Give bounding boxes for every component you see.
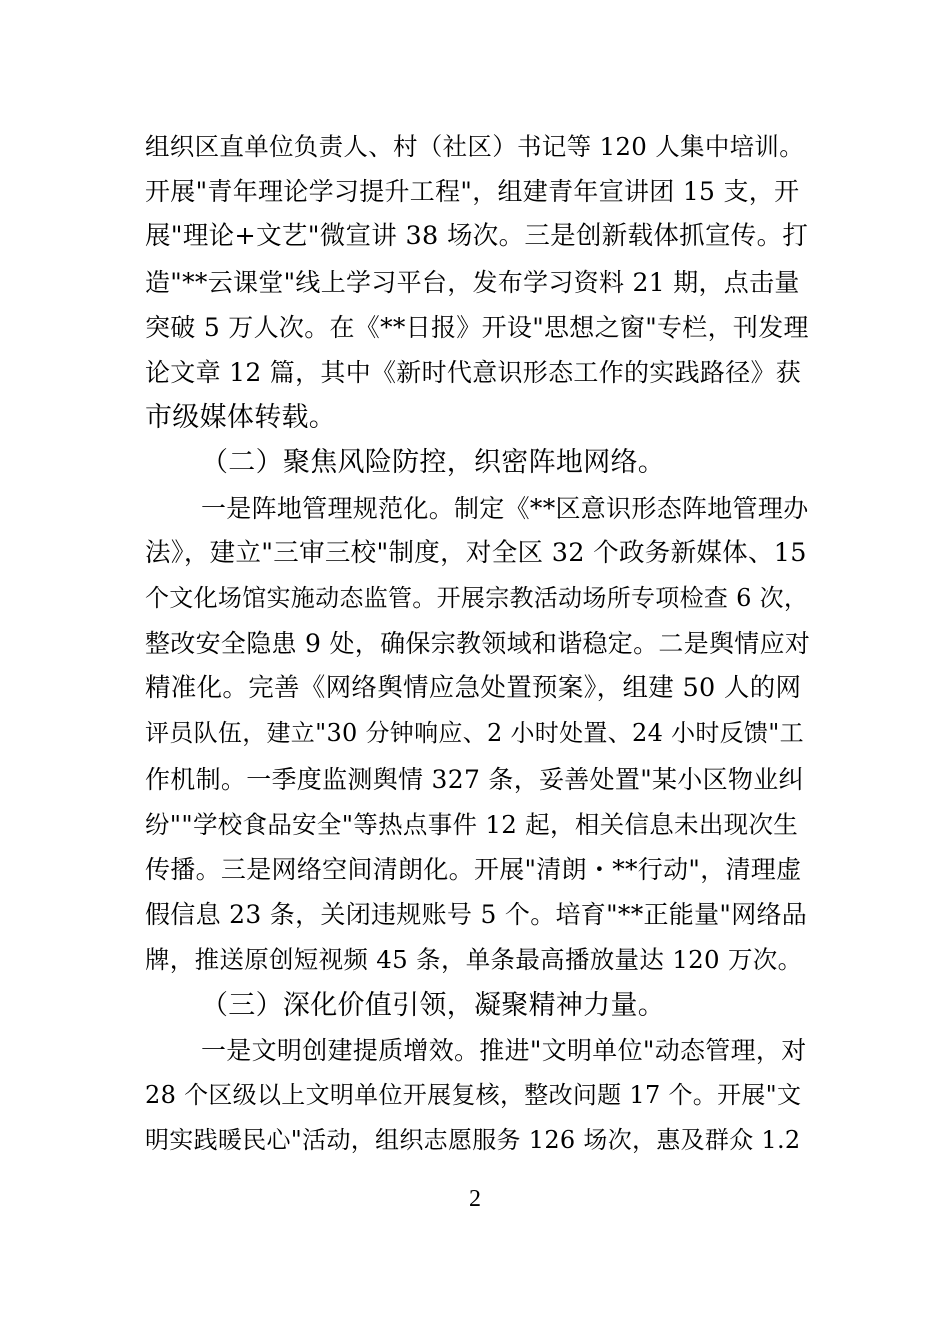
- text-line: 牌，推送原创短视频 45 条，单条最高播放量达 120 万次。: [145, 945, 803, 975]
- text-line: 开展"青年理论学习提升工程"，组建青年宣讲团 15 支，开: [145, 177, 800, 207]
- text-line: 造"**云课堂"线上学习平台，发布学习资料 21 期，点击量: [145, 267, 800, 297]
- text-line: 评员队伍，建立"30 分钟响应、2 小时处置、24 小时反馈"工: [145, 719, 804, 748]
- text-line: 作机制。一季度监测舆情 327 条，妥善处置"某小区物业纠: [145, 764, 804, 794]
- text-line: 传播。三是网络空间清朗化。开展"清朗・**行动"，清理虚: [145, 855, 802, 884]
- text-line: 组织区直单位负责人、村（社区）书记等 120 人集中培训。: [145, 132, 805, 161]
- section-heading: （二）聚焦风险防控，织密阵地网络。: [201, 447, 666, 479]
- text-line: 精准化。完善《网络舆情应急处置预案》，组建 50 人的网: [145, 673, 802, 704]
- body-text: [145, 124, 810, 1163]
- section-heading: （三）深化价值引领，凝聚精神力量。: [201, 989, 666, 1021]
- text-line: 论文章 12 篇，其中《新时代意识形态工作的实践路径》获: [145, 357, 802, 387]
- text-line: 纷""学校食品安全"等热点事件 12 起，相关信息未出现次生: [145, 809, 799, 839]
- text-line: 28 个区级以上文明单位开展复核，整改问题 17 个。开展"文: [145, 1080, 802, 1109]
- paragraph-start: 一是阵地管理规范化。制定《**区意识形态阵地管理办: [201, 493, 809, 523]
- text-line: 个文化场馆实施动态监管。开展宗教活动场所专项检查 6 次，: [145, 583, 809, 612]
- page-number: 2: [469, 1186, 481, 1212]
- text-line: 市级媒体转载。: [145, 402, 337, 434]
- text-line: 突破 5 万人次。在《**日报》开设"思想之窗"专栏，刊发理: [145, 312, 809, 342]
- text-line: 法》，建立"三审三校"制度，对全区 32 个政务新媒体、15: [145, 537, 807, 568]
- text-line: 明实践暖民心"活动，组织志愿服务 126 场次，惠及群众 1.2: [145, 1126, 801, 1155]
- text-line: 整改安全隐患 9 处，确保宗教领域和谐稳定。二是舆情应对: [145, 629, 811, 659]
- text-line: 展"理论+文艺"微宣讲 38 场次。三是创新载体抓宣传。打: [145, 221, 809, 252]
- text-line: 假信息 23 条，关闭违规账号 5 个。培育"**正能量"网络品: [145, 900, 808, 930]
- paragraph-start: 一是文明创建提质增效。推进"文明单位"动态管理，对: [201, 1035, 807, 1065]
